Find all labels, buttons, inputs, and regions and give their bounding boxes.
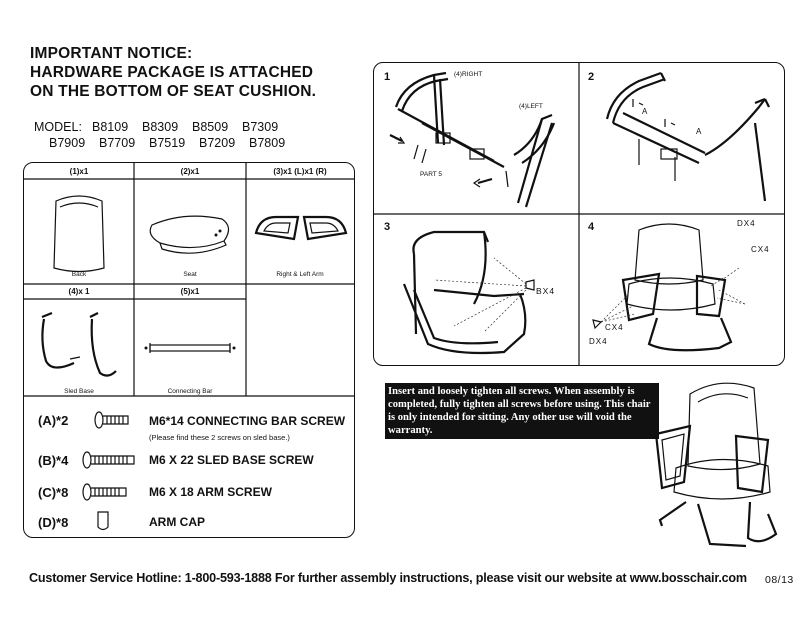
model-number: B7519	[149, 136, 186, 150]
sled-base-icon	[24, 301, 134, 396]
step-number-1: 1	[384, 71, 391, 83]
warranty-warning: Insert and loosely tighten all screws. When assembly is completed, fully tighten all screws before using. This chair is only intended for sitting. Any other use will void the warranty.	[385, 383, 659, 439]
part-header-sled-base: (4)x 1	[68, 287, 90, 296]
model-number: B7909	[49, 136, 86, 150]
hardware-code-d: (D)*8	[38, 515, 69, 530]
part-header-back: (1)x1	[69, 167, 89, 176]
part-caption-connecting-bar: Connecting Bar	[167, 388, 213, 395]
hardware-code-b: (B)*4	[38, 453, 69, 468]
model-number: B7209	[199, 136, 236, 150]
hardware-desc-a: M6*14 CONNECTING BAR SCREW	[149, 414, 346, 428]
step-2-screw-a1: A	[642, 107, 648, 116]
step-1-part-label: PART 5	[420, 171, 443, 178]
notice-line-1: IMPORTANT NOTICE:	[30, 45, 193, 62]
step-1-diagram	[374, 63, 579, 214]
parts-list-panel	[23, 162, 355, 538]
step-4-cap-top-label: DX4	[737, 219, 756, 228]
connecting-bar-icon	[134, 301, 246, 396]
model-number: B8309	[142, 120, 179, 134]
hardware-desc-d: ARM CAP	[149, 515, 205, 529]
step-3-screw-label: BX4	[536, 286, 556, 296]
step-1-left-label: (4)LEFT	[519, 103, 543, 110]
model-label: MODEL:	[34, 120, 82, 134]
step-number-4: 4	[588, 221, 595, 233]
model-number: B7309	[242, 120, 279, 134]
part-header-connecting-bar: (5)x1	[180, 287, 200, 296]
hardware-desc-b: M6 X 22 SLED BASE SCREW	[149, 453, 314, 467]
hardware-code-c: (C)*8	[38, 485, 69, 500]
notice-line-2: HARDWARE PACKAGE IS ATTACHED	[30, 64, 314, 81]
long-bolt-icon	[82, 451, 142, 471]
important-notice	[30, 44, 316, 101]
assembled-chair-image	[650, 374, 780, 554]
arm-bolt-icon	[82, 483, 132, 503]
hardware-code-a: (A)*2	[38, 413, 69, 428]
model-number: B8109	[92, 120, 129, 134]
step-2-diagram	[579, 63, 784, 214]
step-number-2: 2	[588, 71, 595, 83]
step-1-right-label: (4)RIGHT	[454, 71, 483, 78]
part-header-arms: (3)x1 (L)x1 (R)	[273, 167, 327, 176]
step-2-screw-a2: A	[696, 127, 702, 136]
model-number: B8509	[192, 120, 229, 134]
part-caption-back: Back	[71, 271, 87, 278]
step-4-cap-left-label: DX4	[589, 337, 608, 346]
hardware-note-a: (Please find these 2 screws on sled base.)	[149, 433, 290, 442]
step-4-screw-right-label: CX4	[751, 245, 770, 254]
seat-cushion-icon	[134, 183, 246, 283]
step-4-diagram	[579, 214, 784, 365]
back-cushion-icon	[24, 183, 134, 283]
model-list	[34, 119, 299, 151]
customer-service-footer: Customer Service Hotline: 1-800-593-1888 For further assembly instructions, please visit our website at www.bosschair.com	[29, 571, 747, 585]
step-number-3: 3	[384, 221, 391, 233]
part-caption-seat: Seat	[183, 271, 197, 278]
cap-icon	[94, 509, 114, 533]
step-4-screw-left-label: CX4	[605, 323, 624, 332]
bolt-icon	[94, 411, 134, 431]
part-header-seat: (2)x1	[180, 167, 200, 176]
notice-line-3: ON THE BOTTOM OF SEAT CUSHION.	[30, 83, 317, 100]
part-caption-sled-base: Sled Base	[64, 388, 94, 395]
assembly-steps-panel	[373, 62, 785, 366]
revision-date: 08/13	[765, 574, 794, 586]
part-caption-arms: Right & Left Arm	[276, 271, 324, 278]
arms-icon	[246, 183, 354, 283]
model-number: B7809	[249, 136, 286, 150]
model-number: B7709	[99, 136, 136, 150]
hardware-desc-c: M6 X 18 ARM SCREW	[149, 485, 272, 499]
